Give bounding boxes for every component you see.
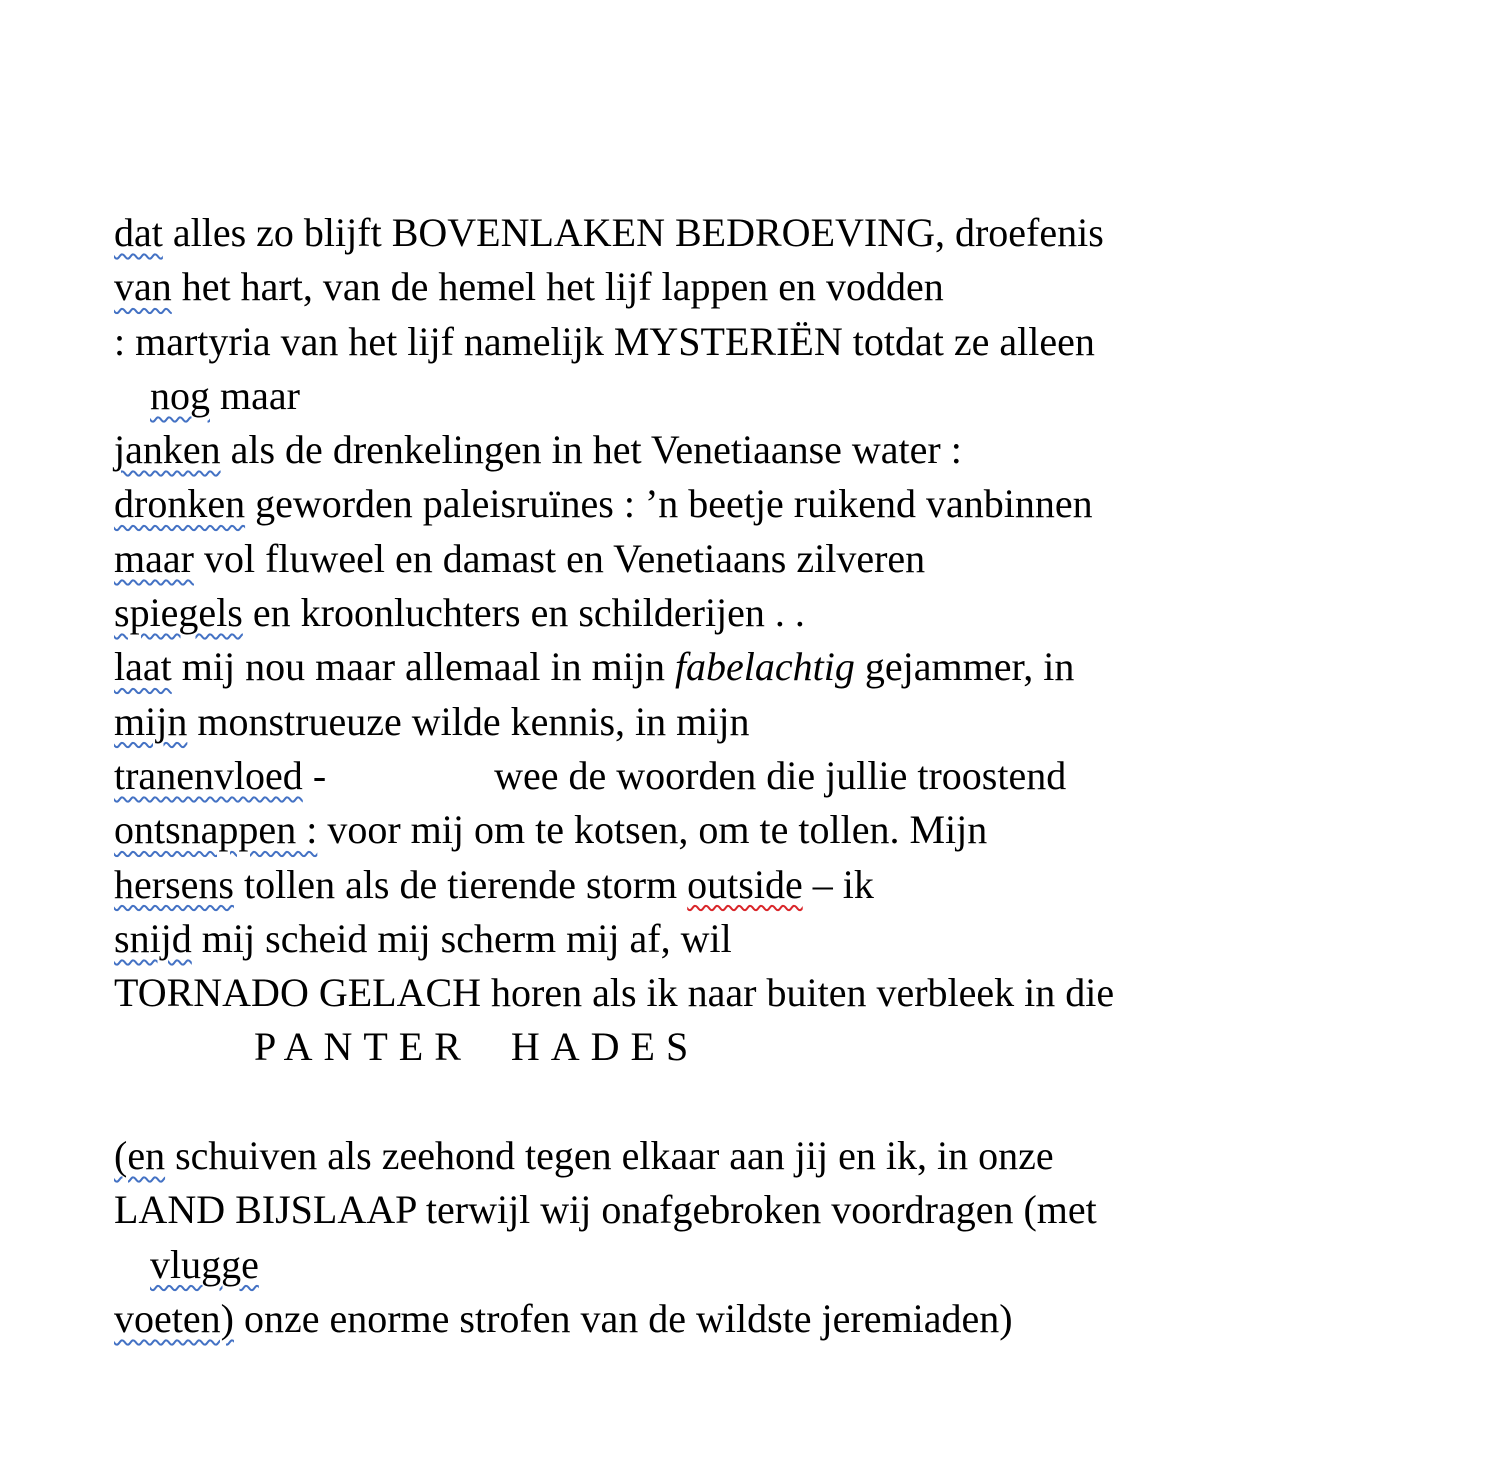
line-text: - [302,752,327,798]
line-text: onze enorme strofen van de wildste jeremiaden) [233,1295,1013,1341]
poem-line [114,803,1454,857]
flagged-word: laat [114,644,172,690]
flagged-word: nog [150,372,210,418]
flagged-word: snijd [114,915,192,961]
flagged-word: maar [114,535,194,581]
flagged-word: ontsnappen : [114,807,318,853]
line-text: vol fluweel en damast en Venetiaans zilveren [193,535,926,581]
poem-line [114,695,1454,749]
flagged-word: janken [114,427,221,473]
poem-line [114,1020,1454,1074]
flagged-word: spiegels [114,590,243,636]
line-text: : martyria van het lijf namelijk MYSTERIËN totdat ze alleen [114,318,1095,364]
line-text: gejammer, in [854,644,1075,690]
line-text: mij scheid mij scherm mij af, wil [191,915,732,961]
line-text: mij nou maar allemaal in mijn [171,644,675,690]
misspelled-word: outside [687,861,803,907]
line-text: en kroonluchters en schilderijen . . [242,590,805,636]
line-text: voor mij om te kotsen, om te tollen. Mijn [317,807,988,853]
line-text: tollen als de tierende storm [233,861,688,907]
line-text: schuiven als zeehond tegen elkaar aan jij en ik, in onze [165,1133,1054,1179]
line-text: TORNADO GELACH horen als ik naar buiten verbleek in die [114,970,1115,1016]
poem-line [114,477,1454,531]
poem-line [114,260,1454,314]
line-text: maar [210,372,300,418]
flagged-word: vlugge [150,1241,259,1287]
poem-line [114,749,1454,803]
poem-line [114,423,1454,477]
spaced-heading: PANTER HADES [254,1024,700,1070]
line-text: het hart, van de hemel het lijf lappen en vodden [171,264,944,310]
poem-line [114,532,1454,586]
flagged-word: voeten) [114,1295,234,1341]
flagged-word: dat [114,210,163,255]
poem-line [114,1183,1454,1237]
line-text: als de drenkelingen in het Venetiaanse water : [220,427,962,473]
poem-line [114,206,1454,260]
line-text: geworden paleisruïnes : ’n beetje ruikend vanbinnen [245,481,1093,527]
flagged-word: tranenvloed [114,752,303,798]
line-text: – ik [802,861,874,907]
poem-line [114,369,1454,423]
poem-line [114,1129,1454,1183]
poem-line [114,1238,1454,1292]
flagged-word: dronken [114,481,246,527]
blank-line [114,1075,1454,1129]
poem-text[interactable] [114,206,1454,1346]
poem-line [114,315,1454,369]
italic-word: fabelachtig [674,644,855,690]
poem-line [114,858,1454,912]
line-text: LAND BIJSLAAP terwijl wij onafgebroken voordragen (met [114,1187,1097,1233]
line-text: alles zo blijft BOVENLAKEN BEDROEVING, droefenis [162,210,1104,255]
poem-line [114,912,1454,966]
flagged-word: van [114,264,172,310]
line-text: wee de woorden die jullie troostend [494,752,1067,798]
line-text: monstrueuze wilde kennis, in mijn [187,698,750,744]
poem-line [114,586,1454,640]
poem-line [114,966,1454,1020]
flagged-word: (en [114,1133,166,1179]
flagged-word: mijn [114,698,188,744]
poem-line [114,1292,1454,1346]
poem-line [114,640,1454,694]
flagged-word: hersens [114,861,234,907]
